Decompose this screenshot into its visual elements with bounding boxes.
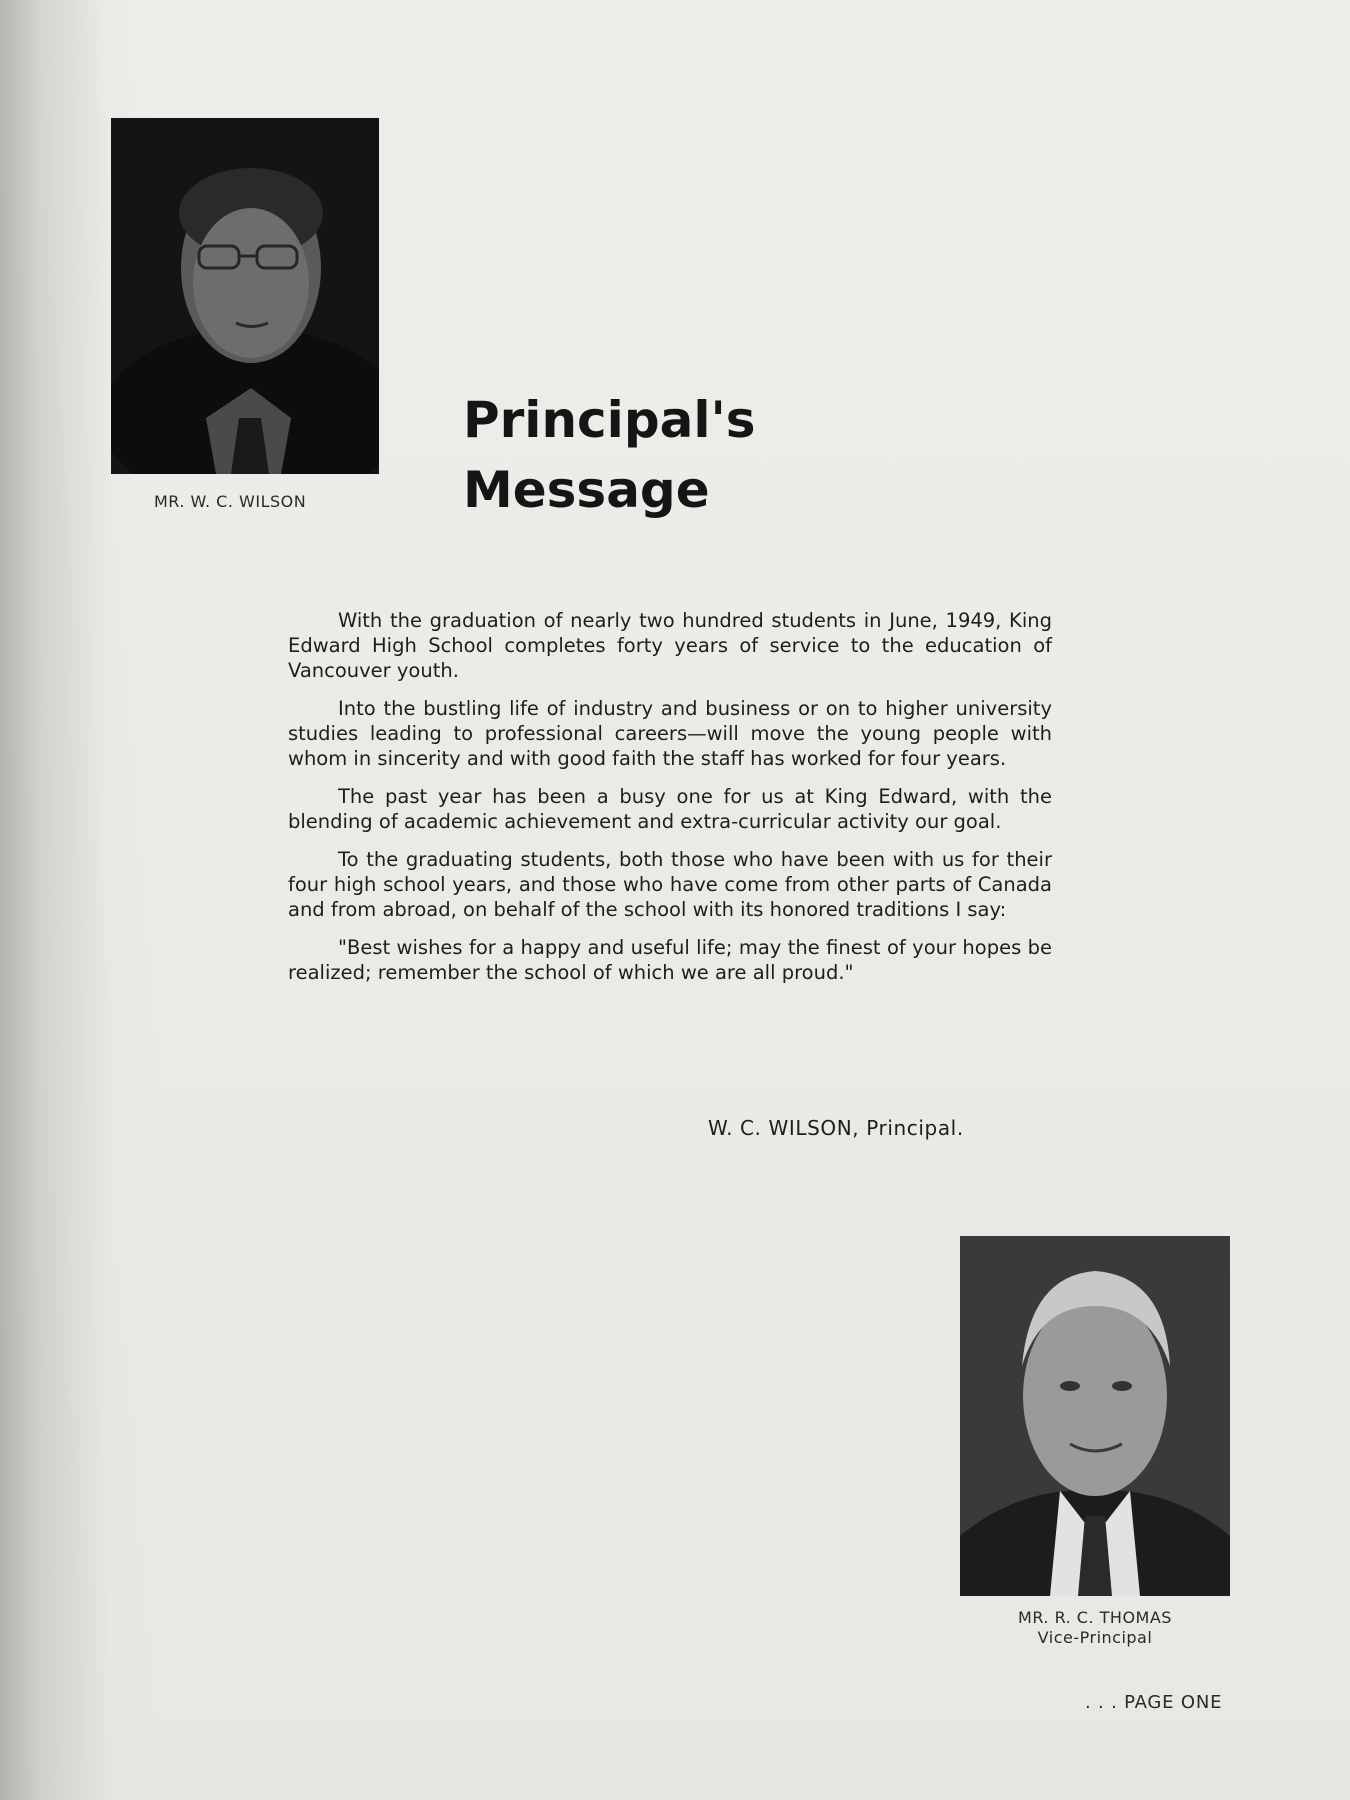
page-number: . . . PAGE ONE bbox=[1085, 1692, 1223, 1713]
vice-principal-portrait-image bbox=[960, 1236, 1230, 1596]
title-line-2: Message bbox=[463, 461, 710, 519]
vice-principal-portrait-photo bbox=[960, 1236, 1230, 1596]
message-paragraph: "Best wishes for a happy and useful life; may the finest of your hopes be realized; remember the school of which we are all proud." bbox=[288, 936, 1052, 984]
message-body bbox=[288, 608, 1052, 998]
principal-portrait-photo bbox=[111, 118, 379, 474]
principal-portrait-image bbox=[111, 118, 379, 474]
message-paragraph: Into the bustling life of industry and business or on to higher university studies leading to professional careers—will move the young people with whom in sincerity and with good faith the staff has worked for four years. bbox=[288, 697, 1052, 770]
message-paragraph: The past year has been a busy one for us at King Edward, with the blending of academic achievement and extra-curricular activity our goal. bbox=[288, 785, 1052, 833]
message-signature: W. C. WILSON, Principal. bbox=[708, 1116, 964, 1140]
title-line-1: Principal's bbox=[463, 391, 756, 449]
vice-principal-role: Vice-Principal bbox=[1037, 1628, 1153, 1647]
vice-principal-name: MR. R. C. THOMAS bbox=[1018, 1608, 1172, 1627]
vice-principal-caption bbox=[960, 1608, 1230, 1648]
message-paragraph: With the graduation of nearly two hundred students in June, 1949, King Edward High School completes forty years of service to the education of Vancouver youth. bbox=[288, 609, 1052, 682]
page-title bbox=[463, 385, 756, 525]
message-paragraph: To the graduating students, both those who have been with us for their four high school years, and those who have come from other parts of Canada and from abroad, on behalf of the school with its honored traditions I say: bbox=[288, 848, 1052, 921]
principal-caption: MR. W. C. WILSON bbox=[154, 492, 307, 511]
